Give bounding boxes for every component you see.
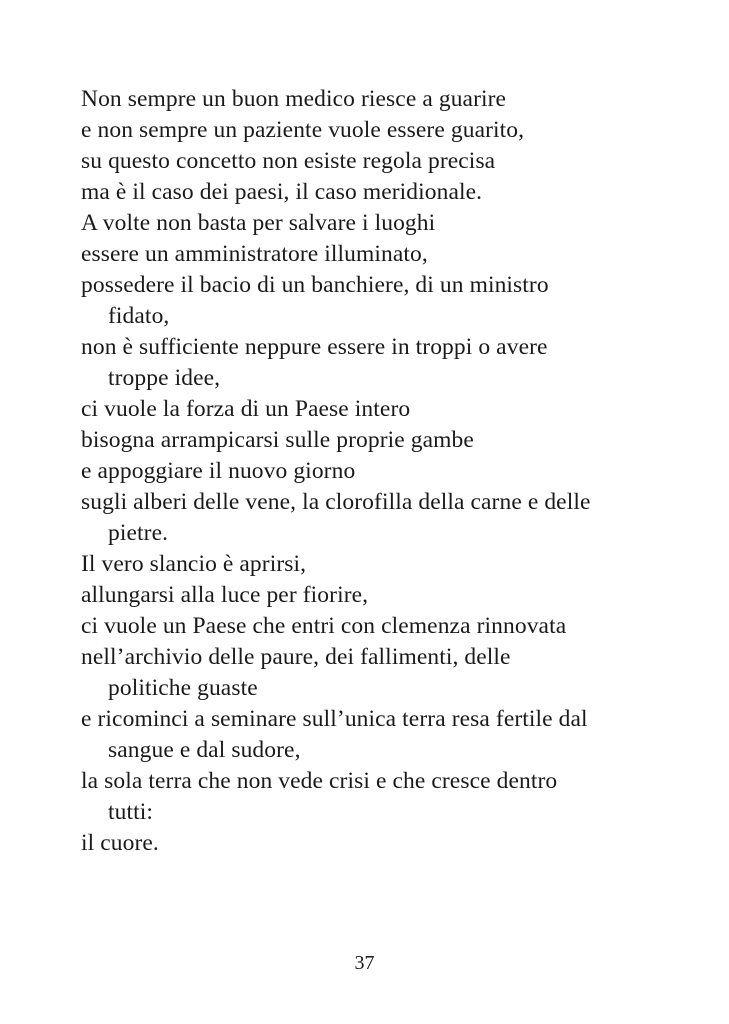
poem-line: non è sufficiente neppure essere in troppi o avere xyxy=(81,334,548,360)
poem-line: possedere il bacio di un banchiere, di un ministro xyxy=(81,272,549,298)
poem-line: ci vuole un Paese che entri con clemenza rinnovata xyxy=(81,613,567,639)
poem-line-continuation: sangue e dal sudore, xyxy=(108,737,301,763)
poem-line: ci vuole la forza di un Paese intero xyxy=(81,396,411,422)
poem-line-continuation: fidato, xyxy=(108,303,170,329)
poem-line: Non sempre un buon medico riesce a guarire xyxy=(81,86,507,112)
page-number: 37 xyxy=(354,952,375,974)
poem-line: su questo concetto non esiste regola precisa xyxy=(81,148,496,174)
poem-line: ma è il caso dei paesi, il caso meridionale. xyxy=(81,179,483,205)
poem-line-continuation: troppe idee, xyxy=(108,365,221,391)
poem-line: essere un amministratore illuminato, xyxy=(81,241,428,267)
poem-line: sugli alberi delle vene, la clorofilla della carne e delle xyxy=(81,489,591,515)
poem-line: allungarsi alla luce per fiorire, xyxy=(81,582,369,608)
poem-line-continuation: tutti: xyxy=(108,799,153,825)
poem-line: e ricominci a seminare sull’unica terra resa fertile dal xyxy=(81,706,588,732)
poem-line: bisogna arrampicarsi sulle proprie gambe xyxy=(81,427,474,453)
poem-line: Il vero slancio è aprirsi, xyxy=(81,551,307,577)
poem-line: il cuore. xyxy=(81,830,159,856)
poem-line: la sola terra che non vede crisi e che cresce dentro xyxy=(81,768,558,794)
poem-line: e non sempre un paziente vuole essere guarito, xyxy=(81,117,525,143)
poem-line: nell’archivio delle paure, dei fallimenti, delle xyxy=(81,644,511,670)
poem-line: e appoggiare il nuovo giorno xyxy=(81,458,356,484)
poem-line-continuation: pietre. xyxy=(108,520,169,546)
poem-line: A volte non basta per salvare i luoghi xyxy=(81,210,436,236)
poem-line-continuation: politiche guaste xyxy=(108,675,258,701)
poem-text xyxy=(81,84,681,859)
